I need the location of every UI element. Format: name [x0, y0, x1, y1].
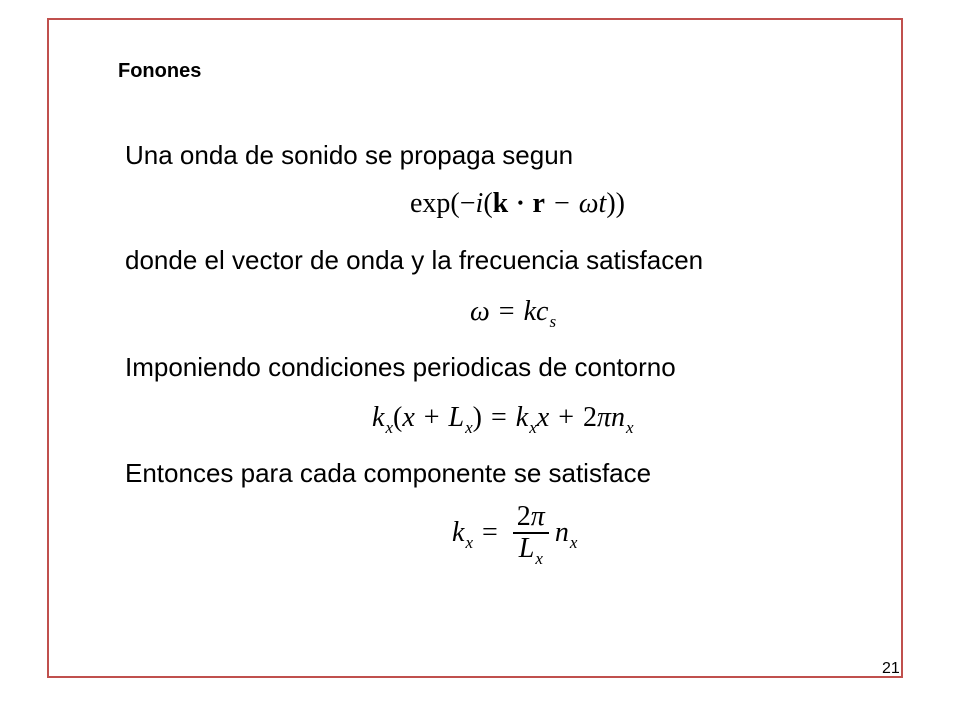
- equation-quantized-k: $k_x$ = $\frac{2\pi}{L_x}$ $n_x$: [452, 501, 578, 568]
- slide-title: Fonones: [118, 60, 202, 82]
- text-line-4: Entonces para cada componente se satisface: [125, 458, 652, 488]
- slide-frame: [47, 18, 903, 678]
- text-line-2: donde el vector de onda y la frecuencia satisfacen: [125, 245, 704, 275]
- page-number: 21: [882, 660, 900, 677]
- fraction: $\frac{2\pi}{L_x}$: [513, 502, 549, 567]
- text-line-1: Una onda de sonido se propaga segun: [125, 140, 574, 170]
- equation-dispersion: $\omega = kc_s$: [470, 296, 557, 331]
- equation-exp-wave: exp(−i(k • r − ωt)): [410, 188, 625, 219]
- equation-periodic-boundary: $k_x(x + L_x) = k_xx + 2\pi n_x$: [372, 402, 634, 437]
- text-line-3: Imponiendo condiciones periodicas de contorno: [125, 352, 676, 382]
